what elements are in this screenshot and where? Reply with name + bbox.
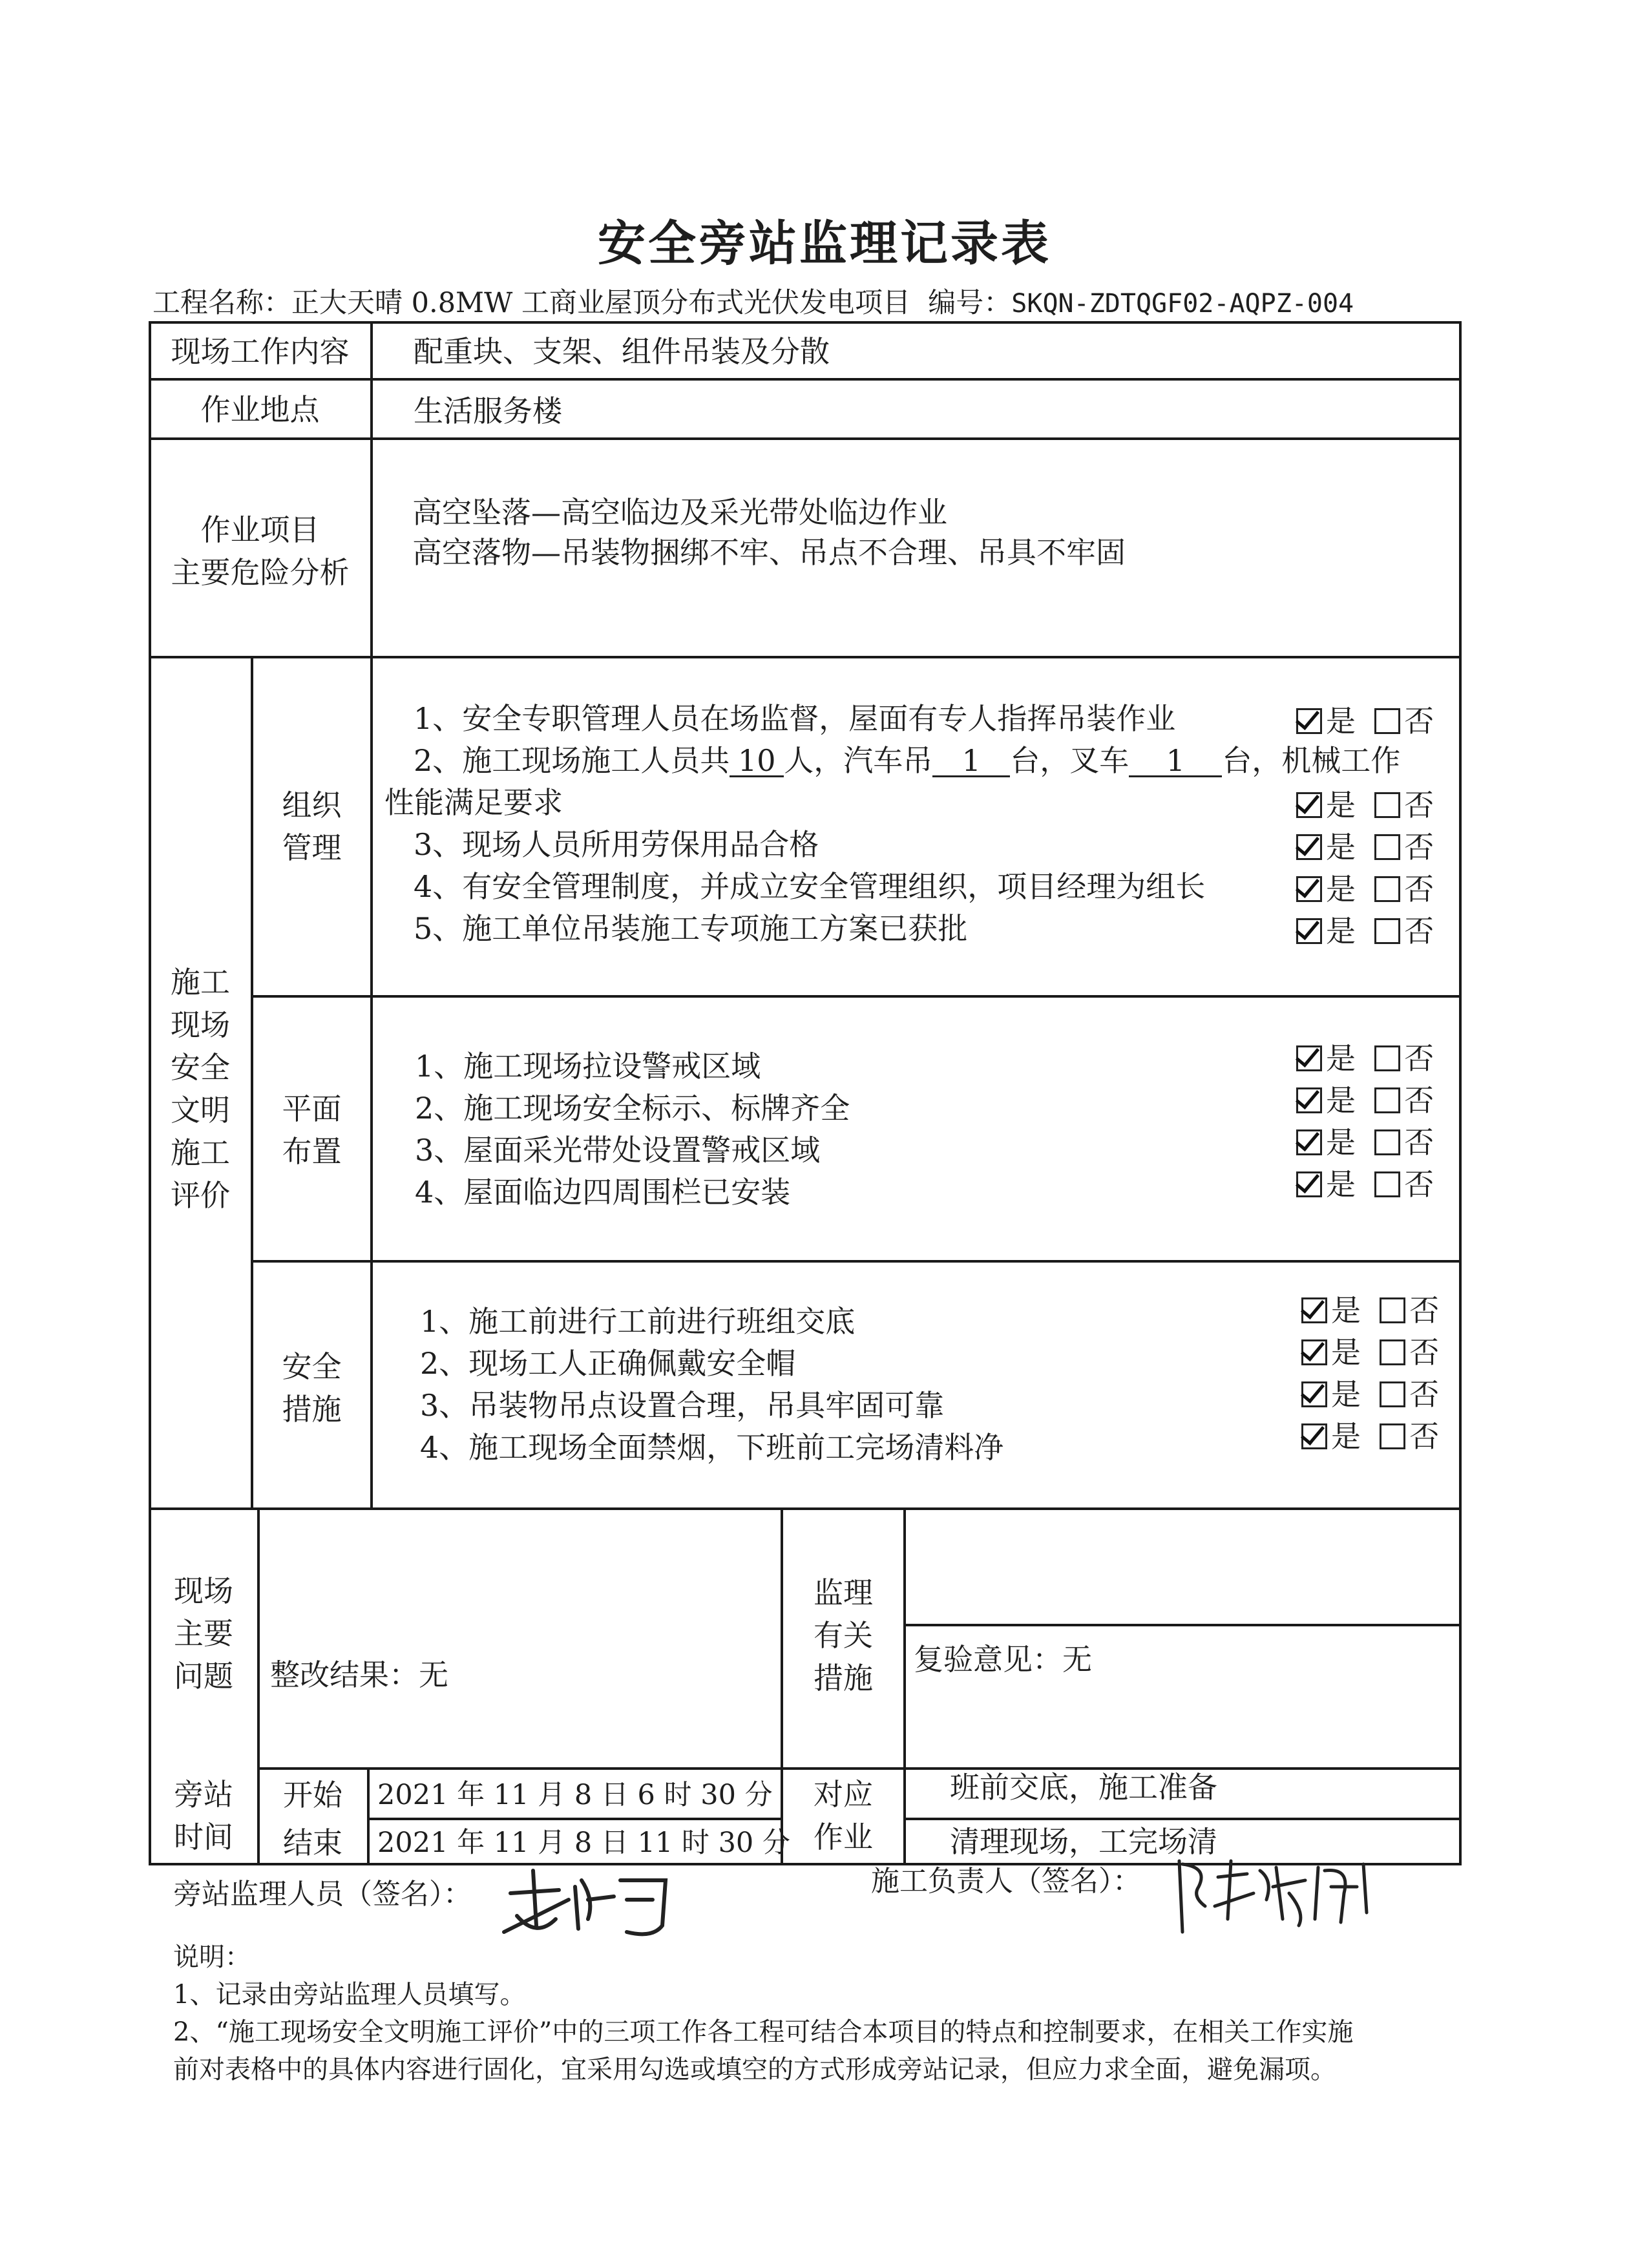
no-checkbox[interactable]: [1380, 1423, 1405, 1449]
no-checkbox[interactable]: [1374, 1171, 1400, 1197]
end-label: 结束: [283, 1825, 342, 1860]
document-code: SKQN-ZDTQGF02-AQPZ-004: [1011, 289, 1354, 319]
yes-no-choice: 是 否: [1296, 706, 1434, 736]
yes-checkbox[interactable]: [1296, 918, 1322, 944]
org-item: 5、施工单位吊装施工专项施工方案已获批: [414, 911, 968, 946]
safety-label: 安全 措施: [282, 1349, 342, 1427]
contractor-signature: [1170, 1842, 1389, 1938]
layout-item: 1、施工现场拉设警戒区域: [415, 1049, 761, 1084]
yes-checkbox[interactable]: [1301, 1423, 1327, 1449]
no-checkbox[interactable]: [1374, 876, 1400, 902]
hazard-item: 高空落物—吊装物捆绑不牢、吊点不合理、吊具不牢固: [412, 535, 1126, 570]
work-start: 班前交底，施工准备: [950, 1770, 1217, 1805]
hazard-label: 作业项目 主要危险分析: [171, 512, 350, 590]
location-value: 生活服务楼: [414, 394, 562, 428]
layout-item: 4、屋面临边四周围栏已安装: [415, 1175, 791, 1210]
document-title: 安全旁站监理记录表: [598, 216, 1051, 271]
no-checkbox[interactable]: [1374, 792, 1400, 818]
evaluation-label: 施工 现场 安全 文明 施工 评价: [171, 965, 230, 1213]
yes-checkbox[interactable]: [1296, 792, 1322, 818]
project-name: 正大天晴 0.8MW 工商业屋顶分布式光伏发电项目: [291, 287, 910, 319]
work-label: 对应 作业: [814, 1777, 873, 1854]
yes-checkbox[interactable]: [1301, 1297, 1327, 1323]
notes-line: 2、“施工现场安全文明施工评价”中的三项工作各工程可结合本项目的特点和控制要求，在相关工作实施: [173, 2017, 1354, 2047]
safety-item: 1、施工前进行工前进行班组交底: [420, 1304, 856, 1339]
crane-count: 1: [932, 746, 1010, 777]
no-checkbox[interactable]: [1374, 1045, 1400, 1071]
org-item: 1、安全专职管理人员在场监督，屋面有专人指挥吊装作业: [414, 701, 1176, 736]
supervisor-signature: [498, 1854, 691, 1951]
no-checkbox[interactable]: [1374, 918, 1400, 944]
yes-no-choice: 是 否: [1301, 1422, 1439, 1451]
yes-no-choice: 是 否: [1296, 1086, 1434, 1115]
org-item-2-cont: 性能满足要求: [384, 785, 563, 820]
code-label: 编号：: [928, 287, 1012, 319]
hazard-item: 高空坠落—高空临边及采光带处临边作业: [412, 495, 947, 530]
org-label: 组织 管理: [282, 788, 342, 865]
work-end: 清理现场，工完场清: [950, 1824, 1217, 1859]
no-checkbox[interactable]: [1380, 1381, 1405, 1407]
yes-checkbox[interactable]: [1296, 708, 1322, 734]
start-label: 开始: [283, 1778, 342, 1812]
workers-count: 10: [730, 746, 784, 777]
location-label: 作业地点: [200, 392, 320, 427]
yes-checkbox[interactable]: [1296, 1171, 1322, 1197]
no-checkbox[interactable]: [1380, 1297, 1405, 1323]
safety-item: 2、现场工人正确佩戴安全帽: [420, 1346, 796, 1381]
layout-item: 2、施工现场安全标示、标牌齐全: [415, 1091, 850, 1126]
notes-line: 1、记录由旁站监理人员填写。: [173, 1980, 526, 2010]
yes-checkbox[interactable]: [1296, 1045, 1322, 1071]
yes-checkbox[interactable]: [1296, 1087, 1322, 1113]
no-checkbox[interactable]: [1374, 708, 1400, 734]
recheck-opinion: 复验意见：无: [914, 1642, 1092, 1677]
yes-no-choice: 是 否: [1296, 832, 1434, 862]
end-time: 2021 年 11 月 8 日 11 时 30 分: [377, 1827, 790, 1859]
work-content-label: 现场工作内容: [171, 334, 350, 369]
yes-no-choice: 是 否: [1296, 916, 1434, 946]
layout-item: 3、屋面采光带处设置警戒区域: [415, 1133, 821, 1168]
yes-no-choice: 是 否: [1296, 1170, 1434, 1199]
rectification-result: 整改结果：无: [270, 1657, 448, 1692]
project-label: 工程名称：: [152, 287, 291, 319]
supervisor-signature-label: 旁站监理人员（签名）：: [173, 1878, 472, 1911]
no-checkbox[interactable]: [1374, 1129, 1400, 1155]
issues-label: 现场 主要 问题: [174, 1573, 233, 1694]
start-time: 2021 年 11 月 8 日 6 时 30 分: [377, 1779, 773, 1811]
no-checkbox[interactable]: [1380, 1339, 1405, 1365]
safety-item: 4、施工现场全面禁烟，下班前工完场清料净: [420, 1430, 1004, 1465]
yes-checkbox[interactable]: [1296, 834, 1322, 860]
yes-no-choice: 是 否: [1296, 874, 1434, 904]
yes-no-choice: 是 否: [1296, 1128, 1434, 1157]
header-line: [152, 281, 1354, 320]
notes-heading: 说明：: [173, 1942, 251, 1972]
no-checkbox[interactable]: [1374, 834, 1400, 860]
yes-checkbox[interactable]: [1301, 1381, 1327, 1407]
yes-checkbox[interactable]: [1296, 876, 1322, 902]
yes-no-choice: 是 否: [1296, 1044, 1434, 1073]
safety-item: 3、吊装物吊点设置合理，吊具牢固可靠: [420, 1388, 945, 1423]
org-item: 3、现场人员所用劳保用品合格: [414, 827, 819, 862]
record-table: [149, 321, 1462, 1865]
yes-checkbox[interactable]: [1301, 1339, 1327, 1365]
yes-no-choice: 是 否: [1301, 1380, 1439, 1409]
measures-label: 监理 有关 措施: [814, 1575, 873, 1696]
no-checkbox[interactable]: [1374, 1087, 1400, 1113]
yes-checkbox[interactable]: [1296, 1129, 1322, 1155]
forklift-count: 1: [1129, 746, 1222, 777]
notes: [173, 1938, 1478, 2088]
yes-no-choice: 是 否: [1301, 1296, 1439, 1325]
org-item: 4、有安全管理制度，并成立安全管理组织，项目经理为组长: [414, 869, 1206, 904]
org-item-2: 2、施工现场施工人员共 10 人，汽车吊 1 台，叉车 1 台，机械工作: [414, 743, 1401, 778]
time-label: 旁站 时间: [174, 1777, 233, 1854]
contractor-signature-label: 施工负责人（签名）：: [871, 1865, 1141, 1898]
layout-label: 平面 布置: [282, 1091, 342, 1169]
yes-no-choice: 是 否: [1296, 790, 1434, 820]
work-content-value: 配重块、支架、组件吊装及分散: [414, 334, 830, 369]
yes-no-choice: 是 否: [1301, 1338, 1439, 1367]
notes-line: 前对表格中的具体内容进行固化，宜采用勾选或填空的方式形成旁站记录，但应力求全面，避免漏项。: [173, 2055, 1336, 2084]
